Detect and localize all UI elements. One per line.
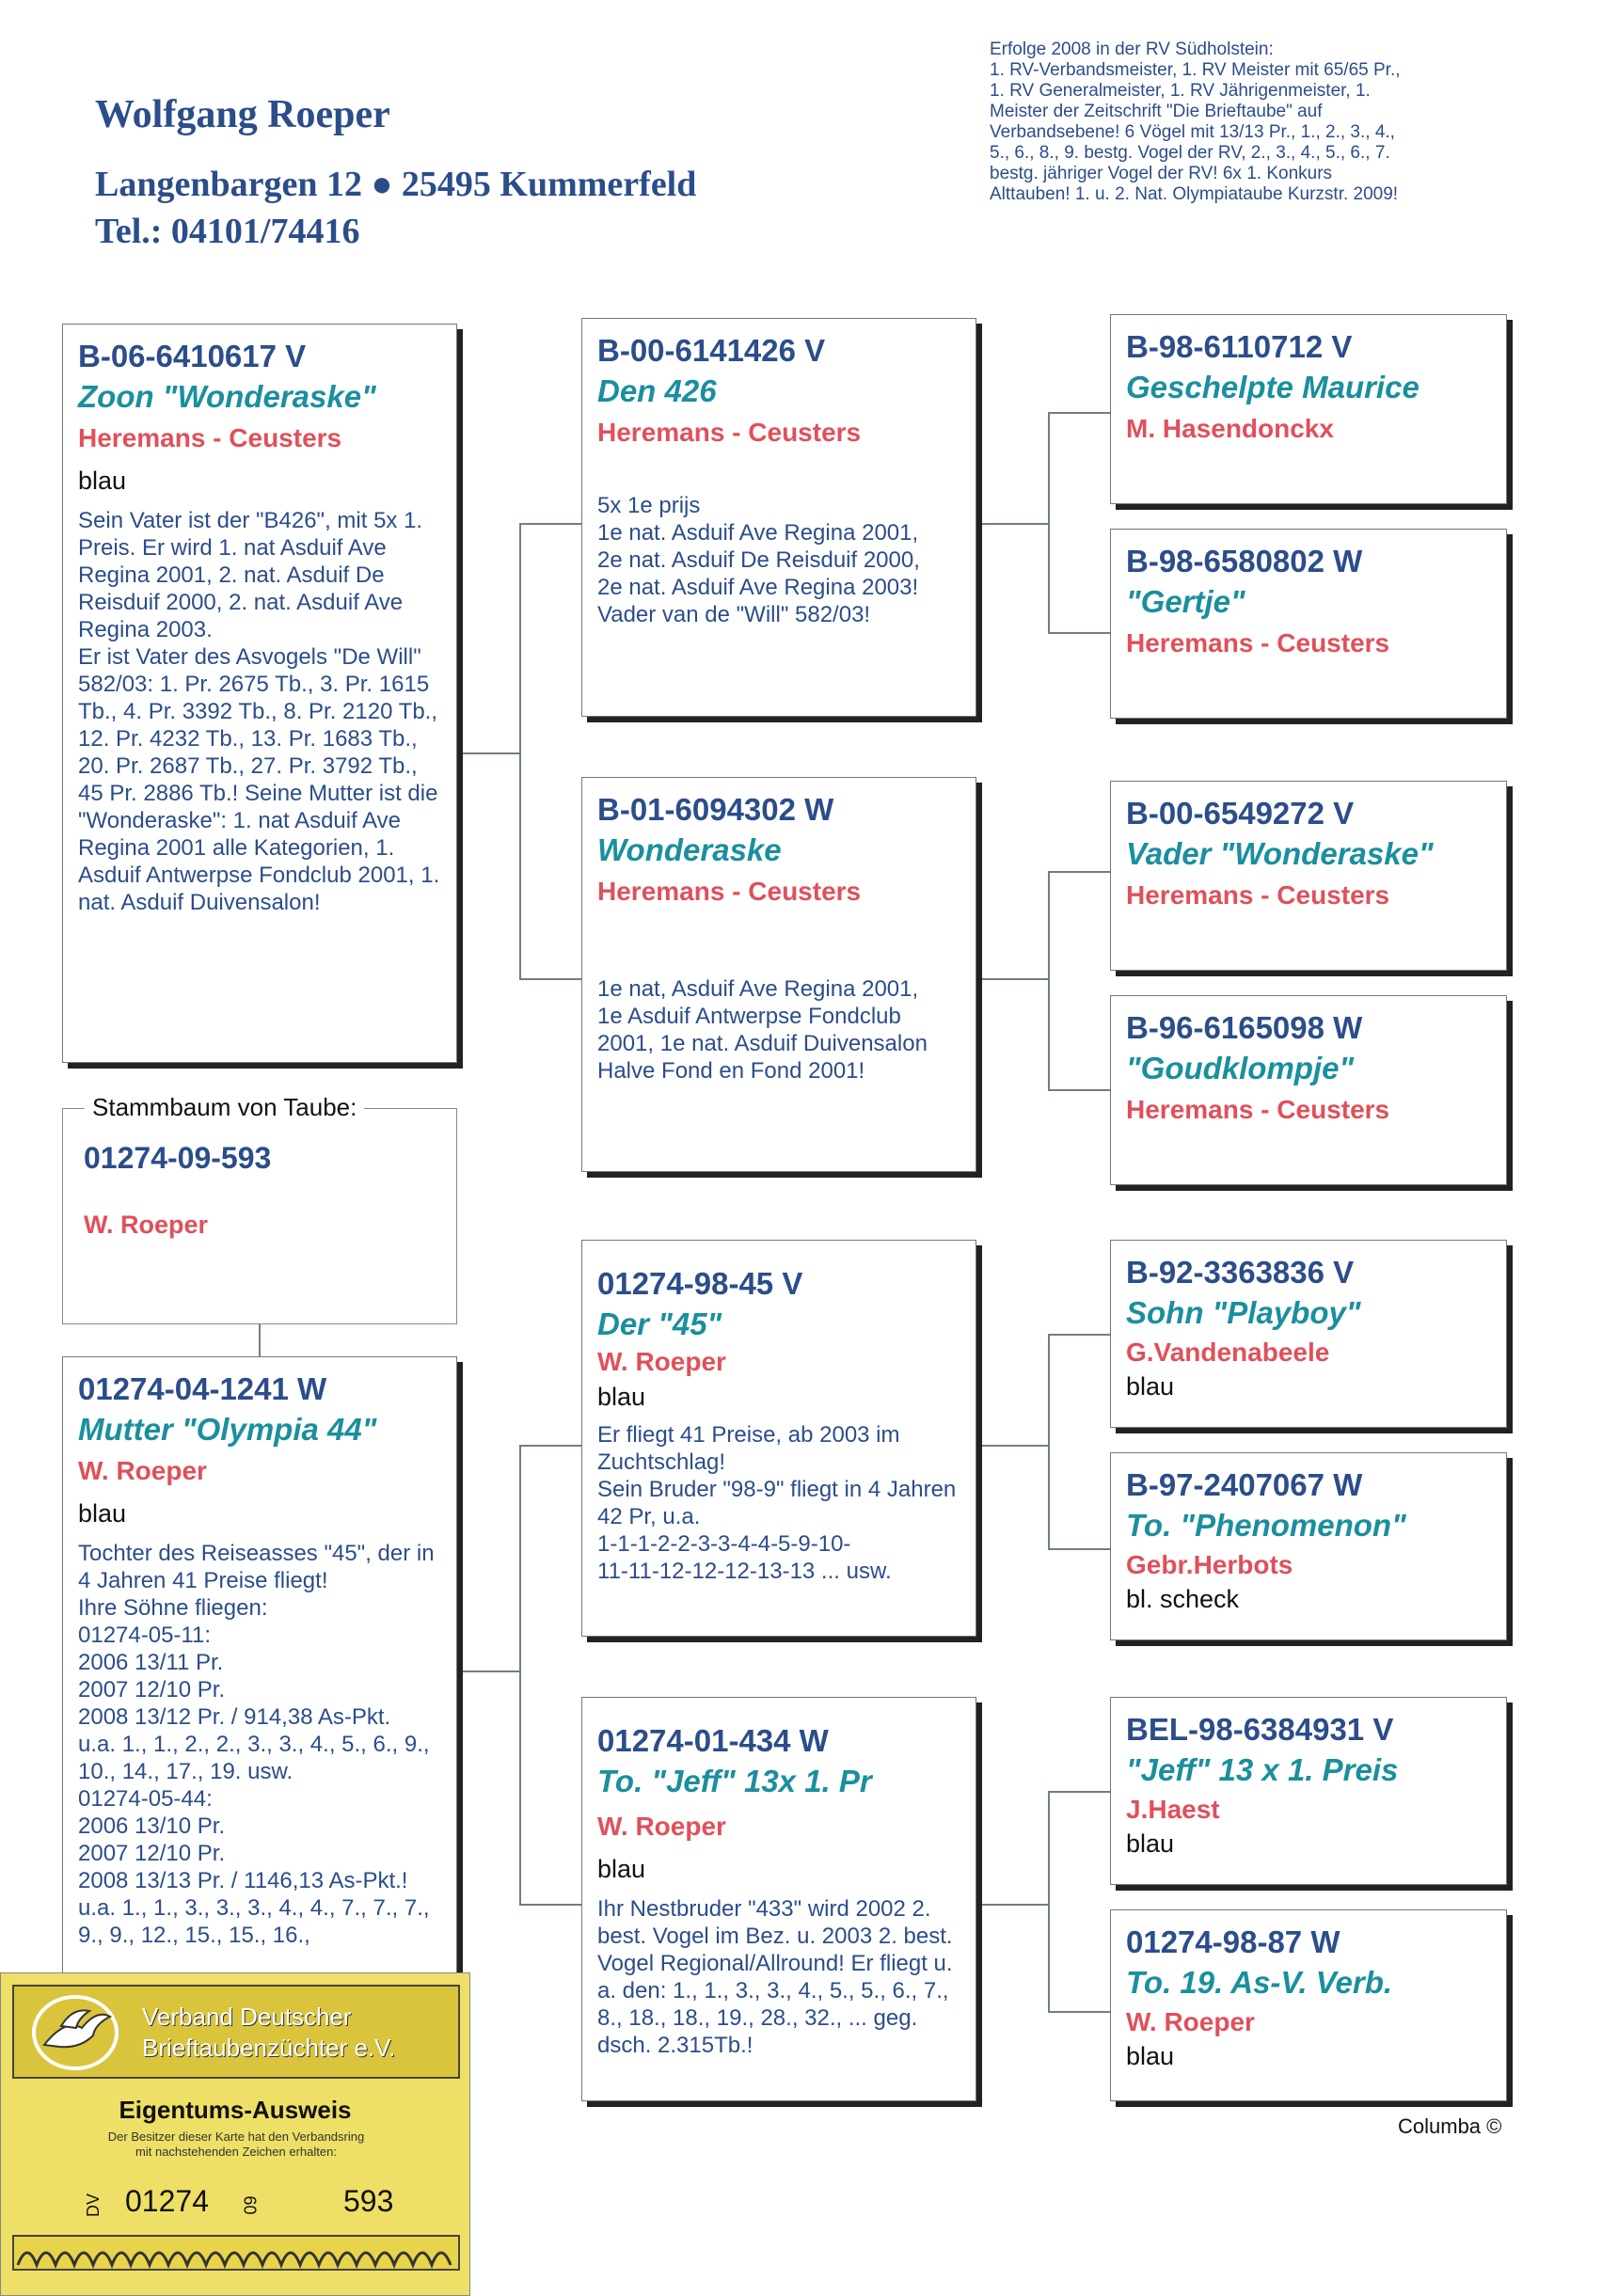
great-grandparent-name: Vader "Wonderaske"	[1126, 836, 1434, 871]
connector-line	[1048, 1548, 1112, 1550]
great-grandparent-ring-number: B-98-6580802 W	[1126, 544, 1363, 578]
great-grandparent-breeder: G.Vandenabeele	[1126, 1338, 1330, 1367]
great-grandparent-breeder: J.Haest	[1126, 1795, 1220, 1824]
great-grandparent-ring-number: B-92-3363836 V	[1126, 1255, 1355, 1290]
dam-description: Tochter des Reiseasses "45", der in 4 Jahren 41 Preise fliegt! Ihre Söhne fliegen: 01274-05-11: 2006 13/11 Pr. 2007 12/10 Pr. 2008 13/12 Pr. / 914,38 As-Pkt. u.a. 1., 1., 2., 2., 3., 3., 4., 5., 6., 9., 10., 14., 17., 19. usw. 01274-05-44: 2006 13/10 Pr. 2007 12/10 Pr. 2008 13/13 Pr. / 1146,13 As-Pkt.! u.a. 1., 1., 3., 3., 3., 4., 4., 7., 7., 7., 9., 9., 12., 15., 15., 16.,	[78, 1541, 435, 1948]
dam-breeder: W. Roeper	[78, 1456, 207, 1485]
paternal-granddam-breeder: Heremans - Ceusters	[597, 877, 862, 906]
pattern-icon	[14, 2237, 458, 2269]
connector-line	[1048, 871, 1050, 1091]
org-line: Verband Deutscher	[142, 2003, 352, 2031]
great-grandparent-card	[1110, 1240, 1507, 1428]
ownership-card-header	[12, 1985, 460, 2079]
decorative-pattern-strip	[12, 2235, 460, 2271]
ring-year: 09	[241, 2195, 261, 2215]
great-grandparent-name: "Gertje"	[1126, 584, 1245, 619]
connector-line	[519, 978, 581, 980]
maternal-grandsire-color: blau	[597, 1383, 646, 1411]
ownership-card-note	[39, 2130, 434, 2160]
sire-card	[62, 324, 457, 1063]
connector-line	[1048, 1791, 1112, 1793]
connector-line	[519, 523, 581, 525]
great-grandparent-name: "Goudklompje"	[1126, 1051, 1355, 1085]
maternal-granddam-description: Ihr Nestbruder "433" wird 2002 2. best. Vogel im Bez. u. 2003 2. best. Vogel Regional/Allround! Er fliegt u. a. den: 1., 1., 3., 3., 4., 5., 5., 6., 7., 8., 18., 18., 19., 28., 32., ... geg. dsch. 2.315Tb.!	[597, 1896, 953, 2058]
ring-prefix: DV	[84, 2193, 103, 2218]
dam-name: Mutter "Olympia 44"	[78, 1412, 377, 1447]
sire-description: Sein Vater ist der "B426", mit 5x 1. Preis. Er wird 1. nat Asduif Ave Regina 2001, 2. nat. Asduif De Reisduif 2000, 2. nat. Asduif Ave Regina 2003. Er ist Vater des Asvogels "De Will" 582/03: 1. Pr. 2675 Tb., 3. Pr. 1615 Tb., 4. Pr. 3392 Tb., 8. Pr. 2120 Tb., 12. Pr. 4232 Tb., 13. Pr. 1683 Tb., 20. Pr. 2687 Tb., 27. Pr. 3792 Tb., 45 Pr. 2886 Tb.! Seine Mutter ist die "Wonderaske": 1. nat Asduif Ave Regina 2001 alle Kategorien, 1. Asduif Antwerpse Fondclub 2001, 1. nat. Asduif Duivensalon!	[78, 508, 440, 915]
dove-logo-icon	[24, 1990, 127, 2075]
paternal-grandsire-breeder: Heremans - Ceusters	[597, 418, 862, 447]
great-grandparent-ring-number: B-96-6165098 W	[1126, 1010, 1363, 1045]
success-line: 5., 6., 8., 9. bestg. Vogel der RV, 2., 3., 4., 5., 6., 7.	[990, 143, 1390, 163]
connector-line	[1048, 632, 1112, 634]
great-grandparent-card	[1110, 781, 1507, 971]
breeder-phone: Tel.: 04101/74416	[95, 212, 360, 251]
pedigree-label: Stammbaum von Taube:	[85, 1093, 364, 1122]
paternal-grandsire-description: 5x 1e prijs 1e nat. Asduif Ave Regina 2001, 2e nat. Asduif De Reisduif 2000, 2e nat. Asduif Ave Regina 2003! Vader van de "Will" 582/03!	[597, 493, 920, 627]
connector-line	[1048, 412, 1050, 634]
great-grandparent-color: bl. scheck	[1126, 1585, 1240, 1613]
connector-line	[519, 1445, 581, 1447]
connector-line	[975, 523, 1050, 525]
note-line: Der Besitzer dieser Karte hat den Verbandsring	[107, 2130, 365, 2144]
great-grandparent-name: Geschelpte Maurice	[1126, 370, 1420, 404]
connector-line	[1048, 412, 1112, 414]
connector-line	[1048, 1334, 1050, 1550]
breeder-name: Wolfgang Roeper	[95, 93, 390, 136]
great-grandparent-breeder: Heremans - Ceusters	[1126, 628, 1390, 657]
great-grandparent-card	[1110, 1909, 1507, 2101]
maternal-granddam-name: To. "Jeff" 13x 1. Pr	[597, 1764, 872, 1798]
connector-line	[975, 1445, 1050, 1447]
great-grandparent-card	[1110, 1452, 1507, 1640]
paternal-granddam-description: 1e nat, Asduif Ave Regina 2001, 1e Asduif Antwerpse Fondclub 2001, 1e nat. Asduif Duivensalon Halve Fond en Fond 2001!	[597, 976, 928, 1084]
great-grandparent-breeder: Gebr.Herbots	[1126, 1550, 1293, 1579]
great-grandparent-ring-number: B-97-2407067 W	[1126, 1467, 1363, 1502]
success-line: Alttauben! 1. u. 2. Nat. Olympiataube Kurzstr. 2009!	[990, 184, 1399, 204]
connector-line	[455, 1671, 519, 1672]
dam-color: blau	[78, 1499, 127, 1528]
connector-line	[519, 1445, 521, 1904]
copyright-note: Columba ©	[1398, 2114, 1502, 2138]
paternal-grandsire-ring-number: B-00-6141426 V	[597, 333, 826, 368]
connector-line	[519, 523, 521, 978]
success-line: bestg. jähriger Vogel der RV! 6x 1. Konkurs	[990, 164, 1333, 183]
maternal-grandsire-description: Er fliegt 41 Preise, ab 2003 im Zuchtschlag! Sein Bruder "98-9" fliegt in 4 Jahren 42 Pr, u.a. 1-1-1-2-2-3-3-4-4-5-9-10- 11-11-12-12-12-13-13 ... usw.	[597, 1422, 957, 1584]
maternal-granddam-breeder: W. Roeper	[597, 1812, 726, 1841]
success-line: Erfolge 2008 in der RV Südholstein:	[990, 40, 1274, 59]
sire-name: Zoon "Wonderaske"	[78, 379, 376, 414]
org-line: Brieftaubenzüchter e.V.	[142, 2034, 396, 2062]
great-grandparent-breeder: Heremans - Ceusters	[1126, 1095, 1390, 1124]
dam-ring-number: 01274-04-1241 W	[78, 1371, 327, 1406]
maternal-grandsire-breeder: W. Roeper	[597, 1347, 726, 1376]
success-line: 1. RV Generalmeister, 1. RV Jährigenmeister, 1.	[990, 81, 1371, 101]
great-grandparent-card	[1110, 995, 1507, 1185]
connector-line	[1048, 1334, 1112, 1336]
success-summary	[990, 40, 1516, 205]
great-grandparent-breeder: Heremans - Ceusters	[1126, 880, 1390, 910]
ring-club-number: 01274	[125, 2184, 209, 2218]
great-grandparent-name: "Jeff" 13 x 1. Preis	[1126, 1752, 1399, 1787]
maternal-granddam-color: blau	[597, 1855, 646, 1883]
paternal-granddam-ring-number: B-01-6094302 W	[597, 792, 834, 827]
connector-line	[1048, 871, 1112, 873]
subject-breeder: W. Roeper	[84, 1211, 209, 1239]
great-grandparent-breeder: W. Roeper	[1126, 2007, 1255, 2036]
ring-serial-number: 593	[343, 2184, 394, 2218]
success-line: 1. RV-Verbandsmeister, 1. RV Meister mit 65/65 Pr.,	[990, 60, 1401, 80]
great-grandparent-ring-number: BEL-98-6384931 V	[1126, 1712, 1394, 1747]
maternal-granddam-card	[581, 1697, 976, 2101]
great-grandparent-ring-number: 01274-98-87 W	[1126, 1924, 1340, 1959]
connector-line	[1048, 2011, 1112, 2013]
paternal-grandsire-card	[581, 318, 976, 717]
sire-breeder: Heremans - Ceusters	[78, 423, 342, 452]
ownership-card-title: Eigentums-Ausweis	[119, 2096, 352, 2124]
great-grandparent-color: blau	[1126, 2042, 1175, 2070]
success-line: Verbandsebene! 6 Vögel mit 13/13 Pr., 1., 2., 3., 4.,	[990, 122, 1395, 142]
great-grandparent-ring-number: B-00-6549272 V	[1126, 796, 1355, 831]
connector-line	[519, 1904, 581, 1906]
maternal-granddam-ring-number: 01274-01-434 W	[597, 1723, 829, 1758]
great-grandparent-card	[1110, 1697, 1507, 1885]
maternal-grandsire-card	[581, 1240, 976, 1637]
paternal-granddam-name: Wonderaske	[597, 832, 782, 867]
sire-ring-number: B-06-6410617 V	[78, 339, 307, 373]
success-line: Meister der Zeitschrift "Die Brieftaube" auf	[990, 102, 1323, 121]
dam-card	[62, 1356, 457, 1977]
great-grandparent-color: blau	[1126, 1372, 1175, 1401]
paternal-grandsire-name: Den 426	[597, 373, 717, 408]
breeder-address: Langenbargen 12 ● 25495 Kummerfeld	[95, 165, 697, 204]
connector-line	[455, 752, 519, 754]
connector-line	[1048, 1089, 1112, 1091]
connector-line	[975, 978, 1050, 980]
great-grandparent-ring-number: B-98-6110712 V	[1126, 329, 1353, 364]
great-grandparent-name: To. 19. As-V. Verb.	[1126, 1965, 1393, 2000]
subject-pigeon-box	[62, 1108, 457, 1324]
great-grandparent-card	[1110, 529, 1507, 719]
connector-line	[975, 1904, 1050, 1906]
note-line: mit nachstehenden Zeichen erhalten:	[135, 2145, 337, 2159]
subject-ring-number: 01274-09-593	[84, 1141, 272, 1175]
great-grandparent-name: To. "Phenomenon"	[1126, 1508, 1406, 1543]
sire-color: blau	[78, 467, 127, 495]
paternal-granddam-card	[581, 777, 976, 1172]
great-grandparent-color: blau	[1126, 1829, 1175, 1858]
maternal-grandsire-ring-number: 01274-98-45 V	[597, 1266, 803, 1301]
maternal-grandsire-name: Der "45"	[597, 1306, 722, 1341]
ownership-card-org	[142, 2002, 395, 2064]
great-grandparent-card	[1110, 314, 1507, 504]
ownership-card	[0, 1972, 470, 2296]
great-grandparent-name: Sohn "Playboy"	[1126, 1295, 1361, 1330]
connector-line	[1048, 1791, 1050, 2013]
connector-line	[259, 1324, 261, 1356]
great-grandparent-breeder: M. Hasendonckx	[1126, 414, 1334, 443]
